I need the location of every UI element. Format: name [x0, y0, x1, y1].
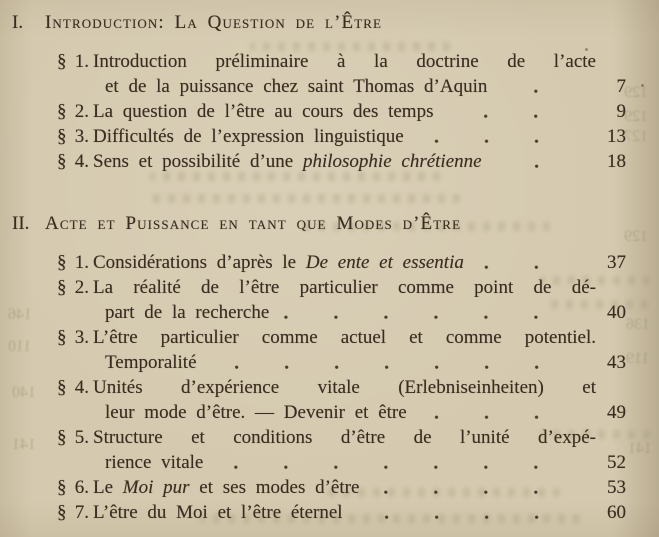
entry-text-italic: De ente et essentia	[305, 252, 464, 273]
section-mark: §	[57, 51, 67, 72]
toc-entry-line	[57, 275, 626, 300]
entry-text-part: et de la puissance chez saint Thomas d’Aquin	[105, 76, 488, 97]
toc-entry-line	[57, 250, 626, 275]
entry-text	[105, 400, 407, 425]
toc-entry-line	[57, 325, 626, 350]
bleedthrough-number: 129	[624, 84, 648, 101]
entry-number: 5.	[74, 427, 89, 448]
entry-text	[93, 250, 464, 275]
entry-label	[57, 250, 93, 275]
toc-entry-line	[57, 149, 626, 174]
bleedthrough-number: 141	[628, 440, 652, 457]
entry-label	[57, 49, 93, 74]
entry-text-part: L’être particulier comme actuel et comme potentiel.	[93, 327, 596, 348]
toc-entry-line	[57, 450, 626, 475]
page-number: 53	[607, 477, 626, 498]
entry-text	[93, 99, 433, 124]
entry-text-part: Temporalité	[105, 352, 197, 373]
dot-leader	[355, 515, 584, 520]
entry-label	[57, 500, 93, 525]
dot-leader	[499, 89, 584, 94]
toc-entry-line	[57, 375, 626, 400]
entry-text-part: Considérations d’après le	[93, 252, 306, 273]
section-mark: §	[57, 126, 67, 147]
entry-text	[105, 74, 487, 99]
entry-number: 4.	[74, 151, 89, 172]
entry-label	[57, 275, 93, 300]
section-mark: §	[57, 327, 67, 348]
section-title: Acte et Puissance en tant que Modes d’Être	[45, 213, 462, 234]
toc-section	[12, 10, 626, 174]
section-numeral: II.	[12, 213, 30, 234]
table-of-contents	[12, 10, 626, 525]
page-number: 52	[607, 452, 626, 473]
entry-text	[93, 149, 482, 174]
bleedthrough-number: 136	[626, 316, 650, 333]
entry-label	[57, 425, 93, 450]
entry-text	[105, 350, 197, 375]
dot-leader	[445, 114, 584, 119]
section-mark: §	[57, 427, 67, 448]
entry-text	[93, 325, 596, 350]
page-number: 43	[607, 352, 626, 373]
entry-number: 1.	[74, 252, 89, 273]
entry-label	[57, 375, 93, 400]
bleedthrough-number: 129	[624, 228, 648, 245]
entry-text-italic: philosophie chrétienne	[302, 151, 482, 172]
entry-text-italic: Moi pur	[122, 477, 190, 498]
section-mark: §	[57, 101, 67, 122]
toc-entry-line	[57, 400, 626, 425]
dot-leader	[209, 365, 584, 370]
section-mark: §	[57, 277, 67, 298]
dot-leader	[476, 265, 584, 270]
entry-text-part: La réalité de l’être particulier comme point de dé-	[93, 277, 596, 298]
entry-label	[57, 124, 93, 149]
bleedthrough-number: 110	[8, 338, 32, 355]
toc-entry-line	[57, 300, 626, 325]
section-entries	[57, 250, 626, 525]
bleedthrough-number: 141	[12, 436, 36, 453]
section-mark: §	[57, 151, 67, 172]
entry-text-part: et ses modes d’être	[189, 477, 360, 498]
entry-text-part: rience vitale	[105, 452, 204, 473]
toc-entry-line	[57, 350, 626, 375]
entry-text-part: part de la recherche	[105, 302, 270, 323]
entry-number: 2.	[74, 277, 89, 298]
entry-number: 7.	[74, 502, 89, 523]
bleedthrough-number: 127	[624, 128, 648, 145]
section-mark: §	[57, 377, 67, 398]
toc-entry-line	[57, 475, 626, 500]
entry-text-part: L’être du Moi et l’être éternel	[93, 502, 343, 523]
entry-text-part: leur mode d’être. — Devenir et être	[105, 402, 407, 423]
entry-number: 2.	[74, 101, 89, 122]
bleedthrough-number: 129	[624, 108, 648, 125]
page-number: 60	[607, 502, 626, 523]
section-entries	[57, 49, 626, 174]
toc-entry-line	[57, 425, 626, 450]
entry-label	[57, 475, 93, 500]
entry-text	[93, 425, 596, 450]
page-number: 18	[607, 151, 626, 172]
entry-number: 1.	[74, 51, 89, 72]
bleedthrough-number: 146	[8, 306, 32, 323]
entry-text	[93, 500, 343, 525]
toc-entry-line	[57, 49, 626, 74]
entry-text-part: Sens et possibilité d’une	[93, 151, 303, 172]
entry-text	[105, 450, 203, 475]
entry-text	[93, 275, 596, 300]
dot-leader	[416, 139, 584, 144]
toc-entry-line	[57, 74, 626, 99]
dot-leader	[494, 164, 584, 169]
entry-number: 3.	[74, 126, 89, 147]
section-title: Introduction: La Question de l’Être	[45, 12, 383, 33]
entry-number: 4.	[74, 377, 89, 398]
entry-text	[93, 124, 404, 149]
bleedthrough-number: 140	[12, 384, 36, 401]
dot-leader	[419, 415, 584, 420]
entry-number: 6.	[74, 477, 89, 498]
dot-leader	[371, 490, 584, 495]
entry-text	[105, 300, 269, 325]
page-number: 13	[607, 126, 626, 147]
entry-text-part: Introduction préliminaire à la doctrine de l’acte	[93, 51, 596, 72]
toc-entry-line	[57, 99, 626, 124]
section-numeral: I.	[12, 12, 24, 33]
toc-section	[12, 211, 626, 525]
toc-entry-line	[57, 124, 626, 149]
page-number: 49	[607, 402, 626, 423]
page-number: 9	[616, 101, 626, 122]
entry-text-part: Difficultés de l’expression linguistique	[93, 126, 404, 147]
page-number: 37	[607, 252, 626, 273]
section-heading	[12, 211, 626, 236]
entry-text	[93, 475, 359, 500]
page-number: 40	[607, 302, 626, 323]
entry-label	[57, 149, 93, 174]
section-mark: §	[57, 252, 67, 273]
bleedthrough-number: 119	[626, 350, 650, 367]
entry-text-part: Structure et conditions d’être de l’unité d’expé-	[93, 427, 596, 448]
entry-number: 3.	[74, 327, 89, 348]
dot-leader	[281, 315, 584, 320]
entry-text	[93, 375, 596, 400]
entry-text-part: La question de l’être au cours des temps	[93, 101, 434, 122]
entry-text-part: Le	[93, 477, 123, 498]
entry-label	[57, 325, 93, 350]
entry-text	[93, 49, 596, 74]
section-mark: §	[57, 502, 67, 523]
section-mark: §	[57, 477, 67, 498]
entry-text-part: Unités d’expérience vitale (Erlebniseinheiten) et	[93, 377, 596, 398]
dot-leader	[215, 465, 584, 470]
toc-entry-line	[57, 500, 626, 525]
page-number: 7	[616, 76, 626, 97]
entry-label	[57, 99, 93, 124]
section-heading	[12, 10, 626, 35]
